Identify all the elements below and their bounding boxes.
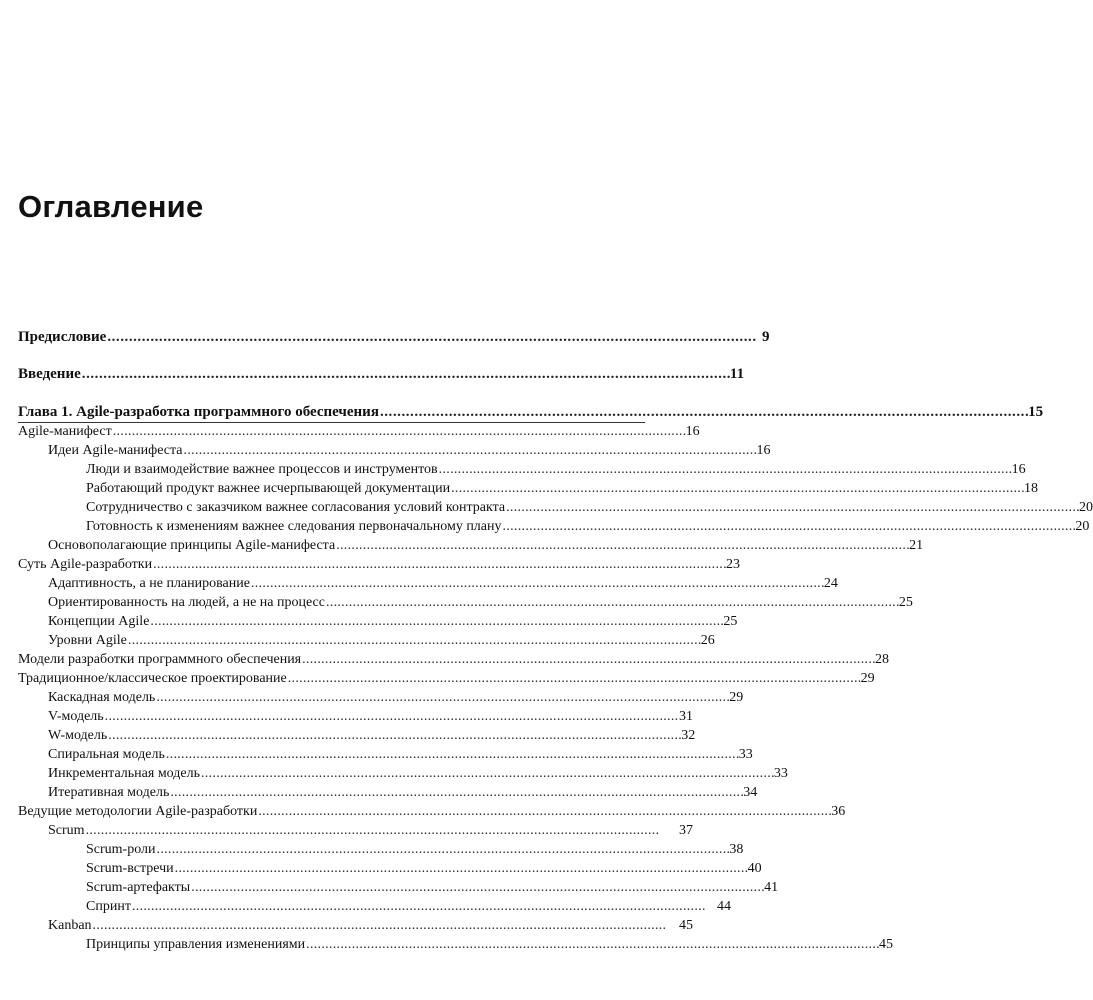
- toc-entry-text: Концепции Agile: [48, 614, 150, 629]
- toc-entry-level-3[interactable]: [0, 879, 779, 897]
- toc-page-number: 38: [729, 842, 744, 857]
- dot-leader: [380, 403, 1027, 421]
- toc-page-number: 29: [729, 690, 744, 705]
- toc-entry-level-2[interactable]: [0, 689, 744, 707]
- dot-leader: [86, 822, 678, 840]
- toc-entry-level-2[interactable]: [0, 537, 924, 555]
- toc-entry-text: Каскадная модель: [48, 690, 156, 705]
- dot-leader: [108, 727, 680, 745]
- toc-page-number: 21: [909, 538, 924, 553]
- toc-entry-level-1[interactable]: [0, 803, 846, 821]
- toc-entry-text: Спиральная модель: [48, 747, 165, 762]
- toc-entry-text: Scrum-встречи: [86, 861, 174, 876]
- toc-entry-level-3[interactable]: [0, 898, 731, 916]
- dot-leader: [451, 480, 1023, 498]
- toc-page-number: 45: [679, 918, 693, 933]
- toc-entry-text: Введение: [18, 366, 81, 382]
- toc-entry-text: Готовность к изменениям важнее следования первоначальному плану: [86, 519, 502, 534]
- dot-leader: [288, 670, 860, 688]
- toc-page-number: 33: [773, 766, 788, 781]
- toc-page-number: 18: [1024, 481, 1039, 496]
- toc-page-number: 34: [743, 785, 758, 800]
- toc-page-number: 26: [700, 633, 715, 648]
- toc-page-number: 44: [717, 899, 731, 914]
- toc-page-number: 45: [879, 937, 894, 952]
- toc-entry-text: Спринт: [86, 899, 131, 914]
- toc-entry-level-1[interactable]: [0, 670, 875, 688]
- toc-page-number: 29: [860, 671, 875, 686]
- toc-entry-chapter-1[interactable]: [0, 403, 1044, 421]
- toc-page-number: 25: [723, 614, 738, 629]
- toc-page-number: 41: [764, 880, 779, 895]
- dot-leader: [132, 898, 716, 916]
- toc-entry-text: Уровни Agile: [48, 633, 127, 648]
- dot-leader: [191, 879, 763, 897]
- toc-entry-text: Agile-манифест: [18, 424, 112, 439]
- toc-entry-text: Суть Agile-разработки: [18, 557, 153, 572]
- toc-entry-text: Адаптивность, а не планирование: [48, 576, 250, 591]
- toc-entry-level-3[interactable]: [0, 461, 1026, 479]
- toc-entry-level-2[interactable]: [0, 727, 696, 745]
- dot-leader: [439, 461, 1011, 479]
- toc-entry-level-3[interactable]: [0, 518, 1090, 536]
- dot-leader: [128, 632, 700, 650]
- toc-entry-level-2[interactable]: [0, 822, 693, 840]
- dot-leader: [107, 328, 754, 346]
- toc-entry-text: Основополагающие принципы Agile-манифеста: [48, 538, 336, 553]
- toc-entry-text: Scrum-роли: [86, 842, 156, 857]
- toc-entry-text: Работающий продукт важнее исчерпывающей документации: [86, 481, 451, 496]
- toc-page-number: 24: [823, 576, 838, 591]
- toc-entry-text: Итеративная модель: [48, 785, 170, 800]
- page-title: Оглавление: [18, 189, 204, 224]
- toc-page-number: 20: [1075, 519, 1090, 534]
- toc-entry-text: Традиционное/классическое проектирование: [18, 671, 287, 686]
- toc-page-number: 36: [831, 804, 846, 819]
- dot-leader: [157, 841, 729, 859]
- dot-leader: [326, 594, 898, 612]
- dot-leader: [306, 936, 878, 954]
- toc-page-number: 32: [681, 728, 696, 743]
- toc-entry-level-1[interactable]: [0, 423, 700, 441]
- toc-page-number: 9: [761, 329, 770, 345]
- toc-entry-level-2[interactable]: [0, 613, 738, 631]
- toc-entry-text: Ведущие методологии Agile-разработки: [18, 804, 258, 819]
- toc-entry-text: Scrum: [48, 823, 85, 838]
- dot-leader: [336, 537, 908, 555]
- toc-page-number: 16: [1011, 462, 1026, 477]
- toc-page-number: 25: [898, 595, 913, 610]
- toc-entry-level-3[interactable]: [0, 499, 1093, 517]
- dot-leader: [251, 575, 823, 593]
- toc-page-number: 20: [1079, 500, 1093, 515]
- toc-entry-level-2[interactable]: [0, 784, 758, 802]
- toc-page-number: 33: [738, 747, 753, 762]
- dot-leader: [506, 499, 1078, 517]
- toc-entry-text: V-модель: [48, 709, 104, 724]
- toc-entry-text: Scrum-артефакты: [86, 880, 191, 895]
- toc-entry-level-3[interactable]: [0, 480, 1039, 498]
- toc-entry-level-1[interactable]: [0, 556, 740, 574]
- toc-entry-level-2[interactable]: [0, 632, 715, 650]
- dot-leader: [201, 765, 773, 783]
- dot-leader: [302, 651, 874, 669]
- toc-entry-text: Сотрудничество с заказчиком важнее согласования условий контракта: [86, 500, 506, 515]
- dot-leader: [150, 613, 722, 631]
- dot-leader: [170, 784, 742, 802]
- toc-entry-level-2[interactable]: [0, 917, 693, 935]
- toc-entry-text: Инкрементальная модель: [48, 766, 200, 781]
- toc-entry-level-2[interactable]: [0, 708, 693, 726]
- toc-entry-text: Модели разработки программного обеспечения: [18, 652, 302, 667]
- toc-entry-text: Принципы управления изменениями: [86, 937, 306, 952]
- dot-leader: [184, 442, 756, 460]
- toc-entry-text: Предисловие: [18, 329, 107, 345]
- toc-entry-level-3[interactable]: [0, 936, 894, 954]
- dot-leader: [82, 365, 729, 383]
- dot-leader: [258, 803, 830, 821]
- toc-page-number: 16: [756, 443, 771, 458]
- toc-entry-introduction[interactable]: [0, 365, 745, 383]
- toc-entry-text: W-модель: [48, 728, 108, 743]
- dot-leader: [166, 746, 738, 764]
- toc-entry-preface[interactable]: [0, 328, 770, 346]
- toc-entry-text: Kanban: [48, 918, 92, 933]
- toc-page-number: 37: [679, 823, 693, 838]
- toc-page-number: 28: [875, 652, 890, 667]
- toc-entry-level-3[interactable]: [0, 841, 744, 859]
- toc-entry-text: Идеи Agile-манифеста: [48, 443, 183, 458]
- dot-leader: [113, 423, 685, 441]
- dot-leader: [105, 708, 678, 726]
- toc-entry-level-2[interactable]: [0, 746, 753, 764]
- toc-entry-level-3[interactable]: [0, 860, 762, 878]
- toc-page-number: 11: [729, 366, 745, 382]
- dot-leader: [503, 518, 1075, 536]
- dot-leader: [153, 556, 725, 574]
- dot-leader: [156, 689, 728, 707]
- toc-entry-text: Ориентированность на людей, а не на процесс: [48, 595, 325, 610]
- toc-entry-level-2[interactable]: [0, 765, 788, 783]
- toc-page-number: 23: [725, 557, 740, 572]
- toc-page-number: 31: [679, 709, 693, 724]
- toc-page-number: 15: [1028, 404, 1044, 420]
- toc-entry-level-1[interactable]: [0, 651, 890, 669]
- toc-entry-level-2[interactable]: [0, 442, 771, 460]
- dot-leader: [93, 917, 678, 935]
- toc-entry-text: Глава 1. Agile-разработка программного обеспечения: [18, 404, 379, 420]
- toc-entry-level-2[interactable]: [0, 594, 913, 612]
- toc-entry-text: Люди и взаимодействие важнее процессов и инструментов: [86, 462, 438, 477]
- toc-page-number: 40: [747, 861, 762, 876]
- toc-page-number: 16: [685, 424, 700, 439]
- toc-entry-level-2[interactable]: [0, 575, 838, 593]
- dot-leader: [175, 860, 747, 878]
